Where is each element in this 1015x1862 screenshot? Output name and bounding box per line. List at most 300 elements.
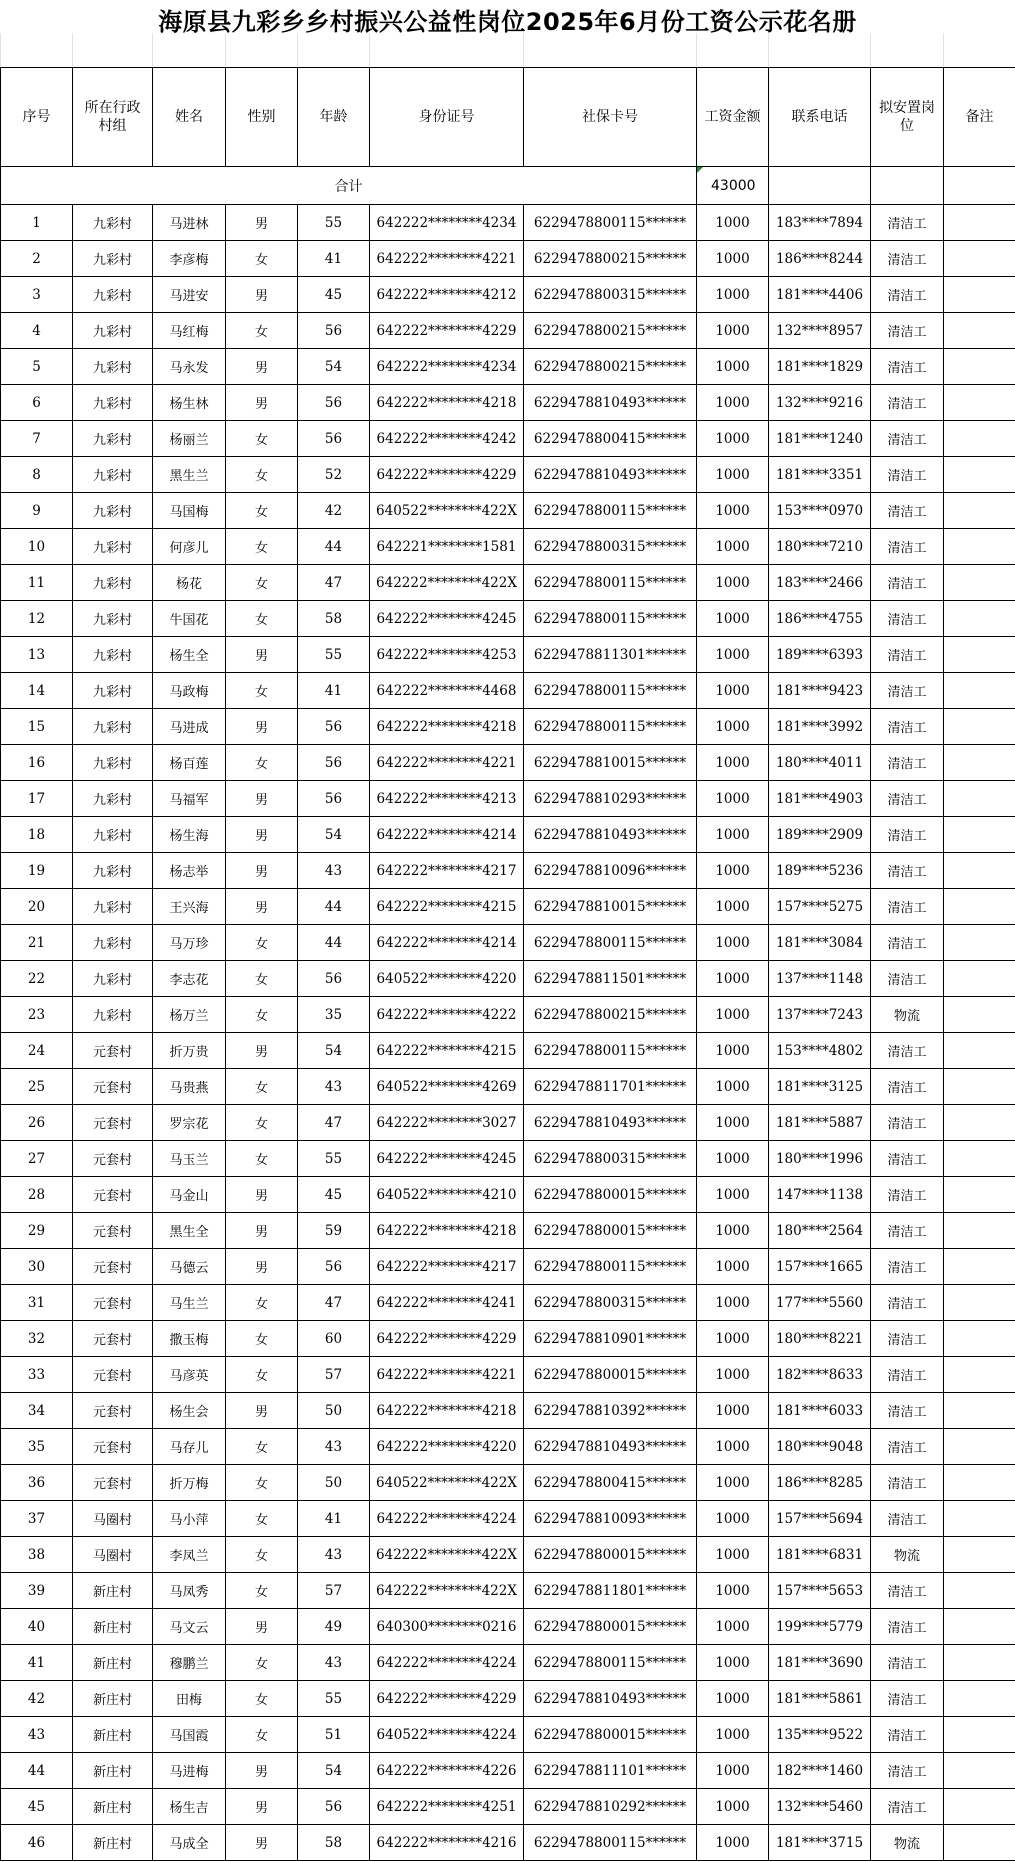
cell-social-security-card: 6229478800115******	[524, 205, 697, 241]
cell-remark	[944, 1249, 1015, 1285]
cell-remark	[944, 781, 1015, 817]
cell-seq: 21	[1, 925, 73, 961]
table-row	[1, 385, 1015, 421]
cell-social-security-card: 6229478800215******	[524, 241, 697, 277]
cell-wage: 1000	[697, 205, 769, 241]
cell-seq: 41	[1, 1645, 73, 1681]
cell-name: 杨志举	[153, 853, 226, 889]
table-row	[1, 1105, 1015, 1141]
cell-post: 清洁工	[871, 1285, 944, 1321]
cell-village: 元套村	[73, 1393, 153, 1429]
cell-social-security-card: 6229478800315******	[524, 1285, 697, 1321]
cell-age: 49	[298, 1609, 370, 1645]
cell-post: 清洁工	[871, 277, 944, 313]
cell-social-security-card: 6229478800115******	[524, 709, 697, 745]
cell-seq: 1	[1, 205, 73, 241]
cell-age: 43	[298, 1537, 370, 1573]
cell-wage: 1000	[697, 1141, 769, 1177]
cell-seq: 28	[1, 1177, 73, 1213]
cell-remark	[944, 1537, 1015, 1573]
cell-social-security-card: 6229478811801******	[524, 1573, 697, 1609]
cell-age: 57	[298, 1357, 370, 1393]
cell-seq: 3	[1, 277, 73, 313]
cell-name: 撒玉梅	[153, 1321, 226, 1357]
cell-phone: 181****5861	[769, 1681, 871, 1717]
cell-age: 41	[298, 1501, 370, 1537]
cell-seq: 38	[1, 1537, 73, 1573]
cell-post: 物流	[871, 1537, 944, 1573]
cell-village: 新庄村	[73, 1645, 153, 1681]
cell-village: 九彩村	[73, 205, 153, 241]
cell-remark	[944, 1717, 1015, 1753]
cell-age: 54	[298, 1033, 370, 1069]
cell-post: 清洁工	[871, 205, 944, 241]
cell-id-number: 642222********4224	[370, 1501, 524, 1537]
cell-remark	[944, 1753, 1015, 1789]
cell-gender: 男	[226, 385, 298, 421]
cell-wage: 1000	[697, 1429, 769, 1465]
cell-gender: 女	[226, 1645, 298, 1681]
cell-village: 马圈村	[73, 1537, 153, 1573]
cell-phone: 181****3992	[769, 709, 871, 745]
cell-seq: 7	[1, 421, 73, 457]
cell-id-number: 640522********4210	[370, 1177, 524, 1213]
cell-social-security-card: 6229478811301******	[524, 637, 697, 673]
cell-seq: 31	[1, 1285, 73, 1321]
cell-phone: 180****2564	[769, 1213, 871, 1249]
cell-seq: 11	[1, 565, 73, 601]
cell-wage: 1000	[697, 961, 769, 997]
cell-remark	[944, 1141, 1015, 1177]
cell-phone: 183****2466	[769, 565, 871, 601]
cell-seq: 15	[1, 709, 73, 745]
cell-social-security-card: 6229478800115******	[524, 1825, 697, 1861]
table-row	[1, 1285, 1015, 1321]
cell-social-security-card: 6229478811701******	[524, 1069, 697, 1105]
cell-id-number: 642222********4221	[370, 241, 524, 277]
cell-remark	[944, 493, 1015, 529]
cell-age: 56	[298, 745, 370, 781]
cell-wage: 1000	[697, 1069, 769, 1105]
cell-village: 新庄村	[73, 1789, 153, 1825]
cell-name: 杨花	[153, 565, 226, 601]
cell-phone: 147****1138	[769, 1177, 871, 1213]
cell-social-security-card: 6229478810015******	[524, 889, 697, 925]
cell-social-security-card: 6229478800215******	[524, 313, 697, 349]
cell-wage: 1000	[697, 1177, 769, 1213]
cell-name: 王兴海	[153, 889, 226, 925]
cell-name: 折万梅	[153, 1465, 226, 1501]
cell-social-security-card: 6229478800115******	[524, 601, 697, 637]
cell-remark	[944, 385, 1015, 421]
table-row	[1, 1537, 1015, 1573]
cell-name: 杨万兰	[153, 997, 226, 1033]
cell-seq: 37	[1, 1501, 73, 1537]
cell-id-number: 642222********4229	[370, 313, 524, 349]
cell-remark	[944, 1501, 1015, 1537]
cell-wage: 1000	[697, 1645, 769, 1681]
cell-village: 元套村	[73, 1357, 153, 1393]
cell-seq: 23	[1, 997, 73, 1033]
table-row	[1, 1753, 1015, 1789]
cell-wage: 1000	[697, 277, 769, 313]
cell-phone: 132****8957	[769, 313, 871, 349]
cell-phone: 181****4903	[769, 781, 871, 817]
cell-village: 九彩村	[73, 529, 153, 565]
header-name: 姓名	[153, 68, 226, 167]
cell-id-number: 642222********4224	[370, 1645, 524, 1681]
cell-name: 马凤秀	[153, 1573, 226, 1609]
cell-phone: 181****1829	[769, 349, 871, 385]
cell-id-number: 640300********0216	[370, 1609, 524, 1645]
cell-gender: 女	[226, 457, 298, 493]
cell-village: 九彩村	[73, 817, 153, 853]
cell-name: 杨生林	[153, 385, 226, 421]
table-row	[1, 853, 1015, 889]
cell-seq: 34	[1, 1393, 73, 1429]
cell-age: 41	[298, 241, 370, 277]
cell-gender: 男	[226, 637, 298, 673]
table-row	[1, 1393, 1015, 1429]
cell-post: 清洁工	[871, 1717, 944, 1753]
total-remark-empty	[944, 167, 1015, 205]
cell-name: 何彦儿	[153, 529, 226, 565]
cell-name: 马进成	[153, 709, 226, 745]
cell-name: 杨生吉	[153, 1789, 226, 1825]
table-row	[1, 961, 1015, 997]
total-label: 合计	[1, 167, 697, 205]
cell-seq: 20	[1, 889, 73, 925]
cell-wage: 1000	[697, 1285, 769, 1321]
cell-remark	[944, 1465, 1015, 1501]
cell-age: 56	[298, 1789, 370, 1825]
cell-id-number: 640522********422X	[370, 1465, 524, 1501]
cell-social-security-card: 6229478810293******	[524, 781, 697, 817]
header-age: 年龄	[298, 68, 370, 167]
cell-seq: 10	[1, 529, 73, 565]
cell-post: 清洁工	[871, 457, 944, 493]
cell-remark	[944, 241, 1015, 277]
cell-name: 马政梅	[153, 673, 226, 709]
cell-phone: 180****7210	[769, 529, 871, 565]
cell-id-number: 642222********4218	[370, 1213, 524, 1249]
header-remark: 备注	[944, 68, 1015, 167]
cell-post: 清洁工	[871, 637, 944, 673]
cell-id-number: 642222********3027	[370, 1105, 524, 1141]
cell-id-number: 642222********4216	[370, 1825, 524, 1861]
cell-post: 清洁工	[871, 1501, 944, 1537]
cell-wage: 1000	[697, 1789, 769, 1825]
cell-village: 新庄村	[73, 1573, 153, 1609]
header-wage: 工资金额	[697, 68, 769, 167]
cell-comment-marker	[697, 167, 703, 173]
table-row	[1, 1033, 1015, 1069]
cell-seq: 45	[1, 1789, 73, 1825]
cell-wage: 1000	[697, 1681, 769, 1717]
cell-name: 杨生会	[153, 1393, 226, 1429]
cell-post: 清洁工	[871, 1357, 944, 1393]
cell-id-number: 642222********4242	[370, 421, 524, 457]
cell-wage: 1000	[697, 1033, 769, 1069]
cell-age: 56	[298, 961, 370, 997]
cell-gender: 女	[226, 1465, 298, 1501]
cell-remark	[944, 1213, 1015, 1249]
cell-social-security-card: 6229478800415******	[524, 1465, 697, 1501]
cell-phone: 199****5779	[769, 1609, 871, 1645]
cell-remark	[944, 205, 1015, 241]
cell-seq: 25	[1, 1069, 73, 1105]
cell-gender: 女	[226, 673, 298, 709]
cell-gender: 男	[226, 1753, 298, 1789]
cell-remark	[944, 1105, 1015, 1141]
cell-village: 九彩村	[73, 565, 153, 601]
cell-village: 元套村	[73, 1213, 153, 1249]
cell-phone: 189****2909	[769, 817, 871, 853]
cell-phone: 181****3715	[769, 1825, 871, 1861]
cell-post: 物流	[871, 997, 944, 1033]
cell-phone: 181****3084	[769, 925, 871, 961]
cell-remark	[944, 637, 1015, 673]
cell-name: 李志花	[153, 961, 226, 997]
cell-phone: 181****5887	[769, 1105, 871, 1141]
cell-remark	[944, 349, 1015, 385]
cell-age: 41	[298, 673, 370, 709]
cell-wage: 1000	[697, 673, 769, 709]
cell-remark	[944, 529, 1015, 565]
cell-village: 九彩村	[73, 241, 153, 277]
cell-name: 田梅	[153, 1681, 226, 1717]
table-row	[1, 1825, 1015, 1861]
cell-village: 九彩村	[73, 961, 153, 997]
cell-remark	[944, 889, 1015, 925]
cell-post: 清洁工	[871, 529, 944, 565]
cell-remark	[944, 1573, 1015, 1609]
cell-phone: 180****4011	[769, 745, 871, 781]
cell-gender: 男	[226, 781, 298, 817]
cell-post: 清洁工	[871, 853, 944, 889]
cell-village: 元套村	[73, 1141, 153, 1177]
cell-phone: 181****3125	[769, 1069, 871, 1105]
cell-id-number: 640522********4269	[370, 1069, 524, 1105]
cell-social-security-card: 6229478810493******	[524, 1681, 697, 1717]
header-village: 所在行政村组	[73, 68, 153, 167]
cell-post: 清洁工	[871, 889, 944, 925]
cell-phone: 181****1240	[769, 421, 871, 457]
cell-age: 54	[298, 1753, 370, 1789]
cell-gender: 女	[226, 1501, 298, 1537]
cell-village: 九彩村	[73, 421, 153, 457]
cell-gender: 女	[226, 313, 298, 349]
cell-post: 清洁工	[871, 673, 944, 709]
table-row	[1, 493, 1015, 529]
cell-gender: 男	[226, 205, 298, 241]
cell-name: 牛国花	[153, 601, 226, 637]
cell-post: 清洁工	[871, 745, 944, 781]
table-row	[1, 1429, 1015, 1465]
table-row	[1, 1069, 1015, 1105]
cell-id-number: 642222********4222	[370, 997, 524, 1033]
cell-remark	[944, 709, 1015, 745]
cell-wage: 1000	[697, 1753, 769, 1789]
cell-post: 清洁工	[871, 565, 944, 601]
cell-gender: 男	[226, 277, 298, 313]
cell-seq: 4	[1, 313, 73, 349]
cell-village: 元套村	[73, 1429, 153, 1465]
cell-age: 47	[298, 1105, 370, 1141]
cell-post: 清洁工	[871, 241, 944, 277]
cell-id-number: 642222********4217	[370, 1249, 524, 1285]
cell-remark	[944, 1609, 1015, 1645]
cell-gender: 男	[226, 1033, 298, 1069]
cell-phone: 186****4755	[769, 601, 871, 637]
cell-age: 60	[298, 1321, 370, 1357]
cell-id-number: 642222********422X	[370, 1537, 524, 1573]
cell-wage: 1000	[697, 349, 769, 385]
cell-post: 物流	[871, 1825, 944, 1861]
cell-id-number: 642222********4218	[370, 1393, 524, 1429]
cell-gender: 女	[226, 241, 298, 277]
cell-phone: 180****8221	[769, 1321, 871, 1357]
cell-wage: 1000	[697, 529, 769, 565]
cell-gender: 女	[226, 529, 298, 565]
cell-remark	[944, 1177, 1015, 1213]
cell-id-number: 640522********4220	[370, 961, 524, 997]
cell-seq: 12	[1, 601, 73, 637]
header-phone: 联系电话	[769, 68, 871, 167]
cell-seq: 32	[1, 1321, 73, 1357]
cell-name: 马永发	[153, 349, 226, 385]
cell-phone: 186****8285	[769, 1465, 871, 1501]
cell-remark	[944, 817, 1015, 853]
cell-phone: 153****4802	[769, 1033, 871, 1069]
cell-gender: 女	[226, 1573, 298, 1609]
cell-wage: 1000	[697, 1537, 769, 1573]
cell-village: 九彩村	[73, 853, 153, 889]
cell-post: 清洁工	[871, 421, 944, 457]
cell-social-security-card: 6229478811501******	[524, 961, 697, 997]
cell-phone: 157****5653	[769, 1573, 871, 1609]
cell-age: 56	[298, 1249, 370, 1285]
cell-gender: 男	[226, 1249, 298, 1285]
cell-age: 44	[298, 889, 370, 925]
table-row	[1, 1141, 1015, 1177]
cell-social-security-card: 6229478810493******	[524, 1105, 697, 1141]
cell-age: 50	[298, 1393, 370, 1429]
cell-gender: 女	[226, 997, 298, 1033]
cell-post: 清洁工	[871, 349, 944, 385]
cell-remark	[944, 1285, 1015, 1321]
cell-phone: 180****1996	[769, 1141, 871, 1177]
table-row	[1, 1681, 1015, 1717]
cell-id-number: 642222********4218	[370, 385, 524, 421]
cell-remark	[944, 421, 1015, 457]
table-row	[1, 529, 1015, 565]
cell-phone: 181****9423	[769, 673, 871, 709]
cell-remark	[944, 1645, 1015, 1681]
cell-post: 清洁工	[871, 313, 944, 349]
cell-name: 李彦梅	[153, 241, 226, 277]
cell-remark	[944, 1429, 1015, 1465]
cell-seq: 43	[1, 1717, 73, 1753]
table-row	[1, 709, 1015, 745]
cell-village: 新庄村	[73, 1825, 153, 1861]
table-row	[1, 889, 1015, 925]
cell-id-number: 640522********422X	[370, 493, 524, 529]
total-phone-empty	[769, 167, 871, 205]
cell-social-security-card: 6229478800215******	[524, 997, 697, 1033]
cell-phone: 181****3351	[769, 457, 871, 493]
cell-seq: 5	[1, 349, 73, 385]
cell-name: 马德云	[153, 1249, 226, 1285]
cell-social-security-card: 6229478810493******	[524, 817, 697, 853]
cell-social-security-card: 6229478811101******	[524, 1753, 697, 1789]
cell-wage: 1000	[697, 1213, 769, 1249]
cell-social-security-card: 6229478800115******	[524, 1249, 697, 1285]
cell-phone: 157****1665	[769, 1249, 871, 1285]
blank-row	[1, 33, 1015, 68]
cell-post: 清洁工	[871, 709, 944, 745]
cell-phone: 177****5560	[769, 1285, 871, 1321]
cell-age: 55	[298, 1141, 370, 1177]
cell-village: 九彩村	[73, 457, 153, 493]
cell-name: 黑生兰	[153, 457, 226, 493]
header-gender: 性别	[226, 68, 298, 167]
table-row	[1, 1465, 1015, 1501]
cell-phone: 181****3690	[769, 1645, 871, 1681]
cell-social-security-card: 6229478810292******	[524, 1789, 697, 1825]
cell-wage: 1000	[697, 709, 769, 745]
cell-social-security-card: 6229478800115******	[524, 565, 697, 601]
cell-wage: 1000	[697, 565, 769, 601]
cell-wage: 1000	[697, 1105, 769, 1141]
cell-remark	[944, 1681, 1015, 1717]
cell-name: 马金山	[153, 1177, 226, 1213]
cell-village: 九彩村	[73, 313, 153, 349]
cell-remark	[944, 277, 1015, 313]
cell-age: 35	[298, 997, 370, 1033]
cell-age: 57	[298, 1573, 370, 1609]
table-row	[1, 1177, 1015, 1213]
cell-seq: 44	[1, 1753, 73, 1789]
cell-social-security-card: 6229478810392******	[524, 1393, 697, 1429]
cell-id-number: 642222********4214	[370, 817, 524, 853]
table-row	[1, 313, 1015, 349]
cell-social-security-card: 6229478800115******	[524, 1033, 697, 1069]
cell-social-security-card: 6229478800015******	[524, 1609, 697, 1645]
cell-village: 元套村	[73, 1249, 153, 1285]
table-row	[1, 673, 1015, 709]
cell-seq: 29	[1, 1213, 73, 1249]
table-row	[1, 1213, 1015, 1249]
cell-gender: 女	[226, 421, 298, 457]
cell-name: 马存儿	[153, 1429, 226, 1465]
cell-age: 58	[298, 601, 370, 637]
table-row	[1, 277, 1015, 313]
cell-age: 50	[298, 1465, 370, 1501]
table-row	[1, 241, 1015, 277]
cell-wage: 1000	[697, 889, 769, 925]
cell-post: 清洁工	[871, 493, 944, 529]
cell-name: 黑生全	[153, 1213, 226, 1249]
cell-wage: 1000	[697, 1825, 769, 1861]
cell-id-number: 642222********4234	[370, 349, 524, 385]
cell-name: 马进林	[153, 205, 226, 241]
cell-name: 罗宗花	[153, 1105, 226, 1141]
cell-phone: 182****8633	[769, 1357, 871, 1393]
cell-remark	[944, 1789, 1015, 1825]
cell-seq: 27	[1, 1141, 73, 1177]
header-row	[1, 68, 1015, 167]
